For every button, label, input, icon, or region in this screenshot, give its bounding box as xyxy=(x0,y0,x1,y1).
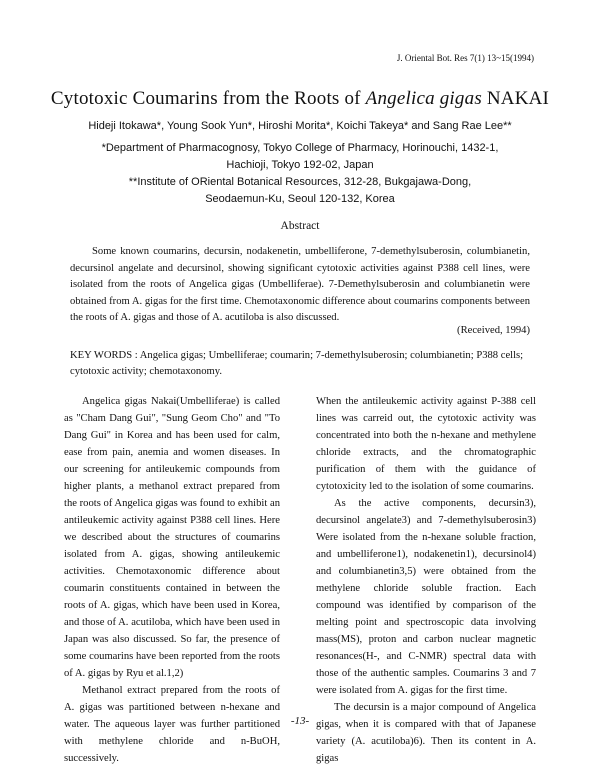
title-tail: NAKAI xyxy=(481,88,550,109)
affiliation-line-1: *Department of Pharmacognosy, Tokyo College of Pharmacy, Horinouchi, 1432-1, xyxy=(101,142,499,154)
right-paragraph-2: As the active components, decursin3), decursinol angelate3) and 7-demethylsuberosin3) Were isolated from the n-hexane soluble fraction, and umbelliferone1), nodakenetin1), decursinol4) and columbianetin3,5) were obtained from the methylene chloride soluble fraction. Each compound was identified by comparison of the melting point and spectroscopic data involving mass(MS), proton and carbon nuclear magnetic resonances(H-, and C-NMR) spectral data with those of the authentic samples. Coumarins 3 and 7 were isolated from A. gigas for the first time. xyxy=(316,498,536,696)
right-paragraph-1: When the antileukemic activity against P-388 cell lines was carreid out, the cytotoxic activity was concentrated into both the n-hexane and methylene chloride extracts, and the chromatographic purification of them with the guidance of cytotoxicity led to the isolation of some coumarins. xyxy=(316,396,536,492)
title-species: Angelica gigas xyxy=(365,88,482,109)
affiliation-line-2: Hachioji, Tokyo 192-02, Japan xyxy=(226,159,374,171)
author-list: Hideji Itokawa*, Young Sook Yun*, Hiroshi Morita*, Koichi Takeya* and Sang Rae Lee** xyxy=(88,120,512,132)
right-column xyxy=(316,393,536,767)
abstract-body: Some known coumarins, decursin, nodakenetin, umbelliferone, 7-demethylsuberosin, columbianetin, decursinol angelate and decursinol, showing significant cytotoxic activities against P388 cell lines, were isolated from the roots of Angelica gigas (Umbelliferae). 7-Demethylsuberosin and columbianetin were obtained from A. gigas for the first time. Chemotaxonomic difference about coumarins components between the roots of A. gigas and those of A. acutiloba is also discussed. xyxy=(70,246,530,324)
affiliation-line-4: Seodaemun-Ku, Seoul 120-132, Korea xyxy=(205,193,395,205)
left-paragraph-2: Methanol extract prepared from the roots of A. gigas was partitioned between n-hexane and water. The aqueous layer was further partitioned with methylene chloride and n-BuOH, successively. xyxy=(64,685,280,764)
affiliation-line-3: **Institute of ORiental Botanical Resources, 312-28, Bukgajawa-Dong, xyxy=(128,176,472,188)
left-column xyxy=(64,393,280,767)
page-number: -13- xyxy=(290,715,310,727)
received-date: (Received, 1994) xyxy=(457,325,530,336)
abstract-heading: Abstract xyxy=(280,220,320,232)
journal-reference: J. Oriental Bot. Res 7(1) 13~15(1994) xyxy=(396,53,534,63)
title-main: Cytotoxic Coumarins from the Roots of xyxy=(50,88,366,109)
right-paragraph-3: The decursin is a major compound of Angelica gigas, when it is compared with that of Japanese variety (A. acutiloba)6). Then its content in A. gigas xyxy=(316,702,536,764)
keywords-text: Angelica gigas; Umbelliferae; coumarin; 7-demethylsuberosin; columbianetin; P388 cells; cytotoxic activity; chemotaxonomy. xyxy=(70,350,524,377)
keywords xyxy=(70,348,532,380)
keywords-label: KEY WORDS : xyxy=(70,350,138,361)
paper-title xyxy=(0,88,600,110)
left-paragraph-1: Angelica gigas Nakai(Umbelliferae) is called as "Cham Dang Gui", "Sung Geom Cho" and "To Dang Gui" in Korea and has been used for calm, ease from pain, anemia and women diseases. In our screening for antileukemic compounds from higher plants, a methanol extract prepared from the roots of Angelica gigas was found to exhibit an antileukemic activity against P388 cell lines. Here we described about the structures of coumarins isolated from A. gigas, showing antileukemic activities. Chemotaxonomic difference about coumarin constituents contained in between the roots of A. gigas, which have been used in Korea, and those of A. acutiloba, which have been used in Japan was also discussed. So far, the presence of some coumarins have been reported from the roots of A. gigas by Ryu et al.1,2) xyxy=(64,396,280,679)
